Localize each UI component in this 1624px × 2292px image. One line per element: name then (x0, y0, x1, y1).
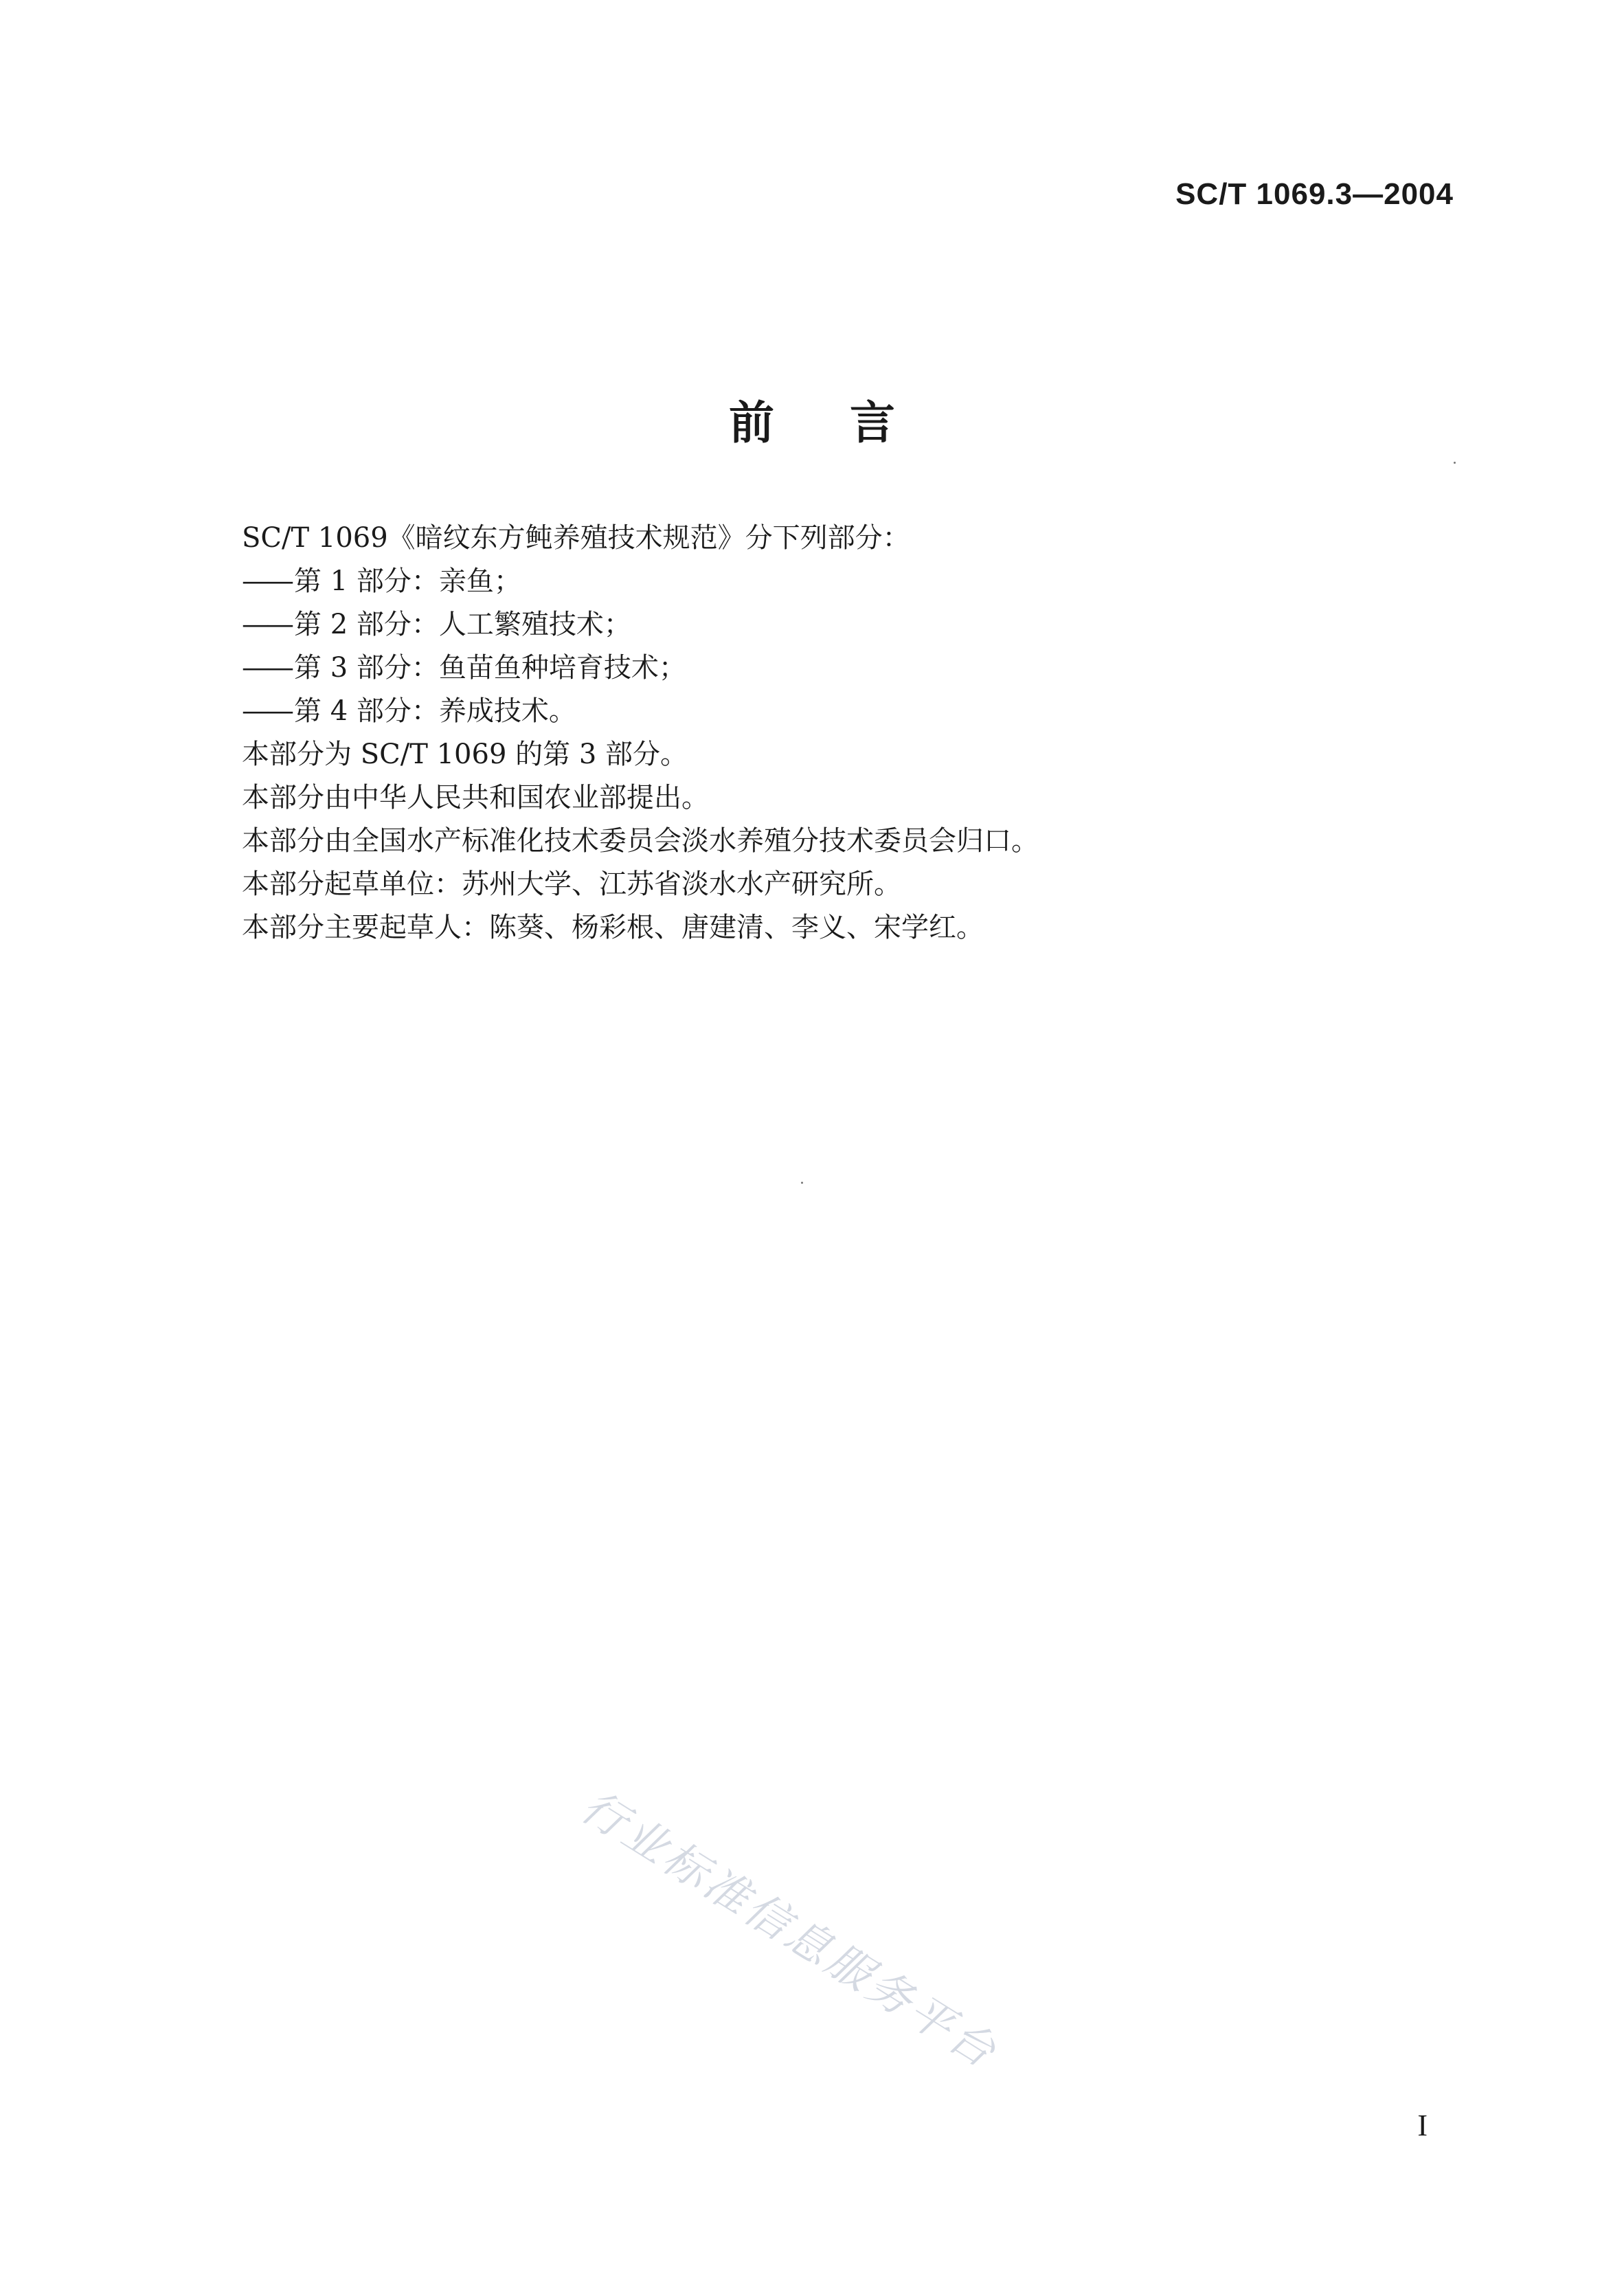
list-dash: —— (242, 652, 291, 684)
standard-code: SC/T 1069.3—2004 (1175, 177, 1454, 211)
list-item (242, 647, 1465, 690)
list-item-text: 第 2 部分：人工繁殖技术； (294, 609, 631, 640)
page-title: 前言 (729, 396, 971, 449)
scan-speck (801, 1182, 803, 1184)
statement-line: 本部分为 SC/T 1069 的第 3 部分。 (242, 739, 688, 770)
statement-line: 本部分由全国水产标准化技术委员会淡水养殖分技术委员会归口。 (242, 825, 1039, 857)
preface-body (242, 517, 1465, 950)
page-number: I (1417, 2109, 1428, 2142)
list-item (242, 690, 1465, 733)
list-dash: —— (242, 565, 291, 597)
list-item-text: 第 3 部分：鱼苗鱼种培育技术； (294, 652, 686, 684)
list-item (242, 560, 1465, 603)
scan-speck (1454, 462, 1456, 464)
list-dash: —— (242, 695, 291, 727)
watermark: 行业标准信息服务平台 (572, 1781, 1007, 2080)
list-item (242, 603, 1465, 647)
list-item-text: 第 1 部分：亲鱼； (294, 565, 521, 597)
statement-line: 本部分由中华人民共和国农业部提出。 (242, 782, 709, 813)
statement-line: 本部分主要起草人：陈葵、杨彩根、唐建清、李义、宋学红。 (242, 912, 984, 943)
list-item-text: 第 4 部分：养成技术。 (294, 695, 576, 727)
statement-line: 本部分起草单位：苏州大学、江苏省淡水水产研究所。 (242, 868, 901, 900)
list-dash: —— (242, 609, 291, 640)
intro-line: SC/T 1069《暗纹东方鲀养殖技术规范》分下列部分： (242, 522, 910, 554)
